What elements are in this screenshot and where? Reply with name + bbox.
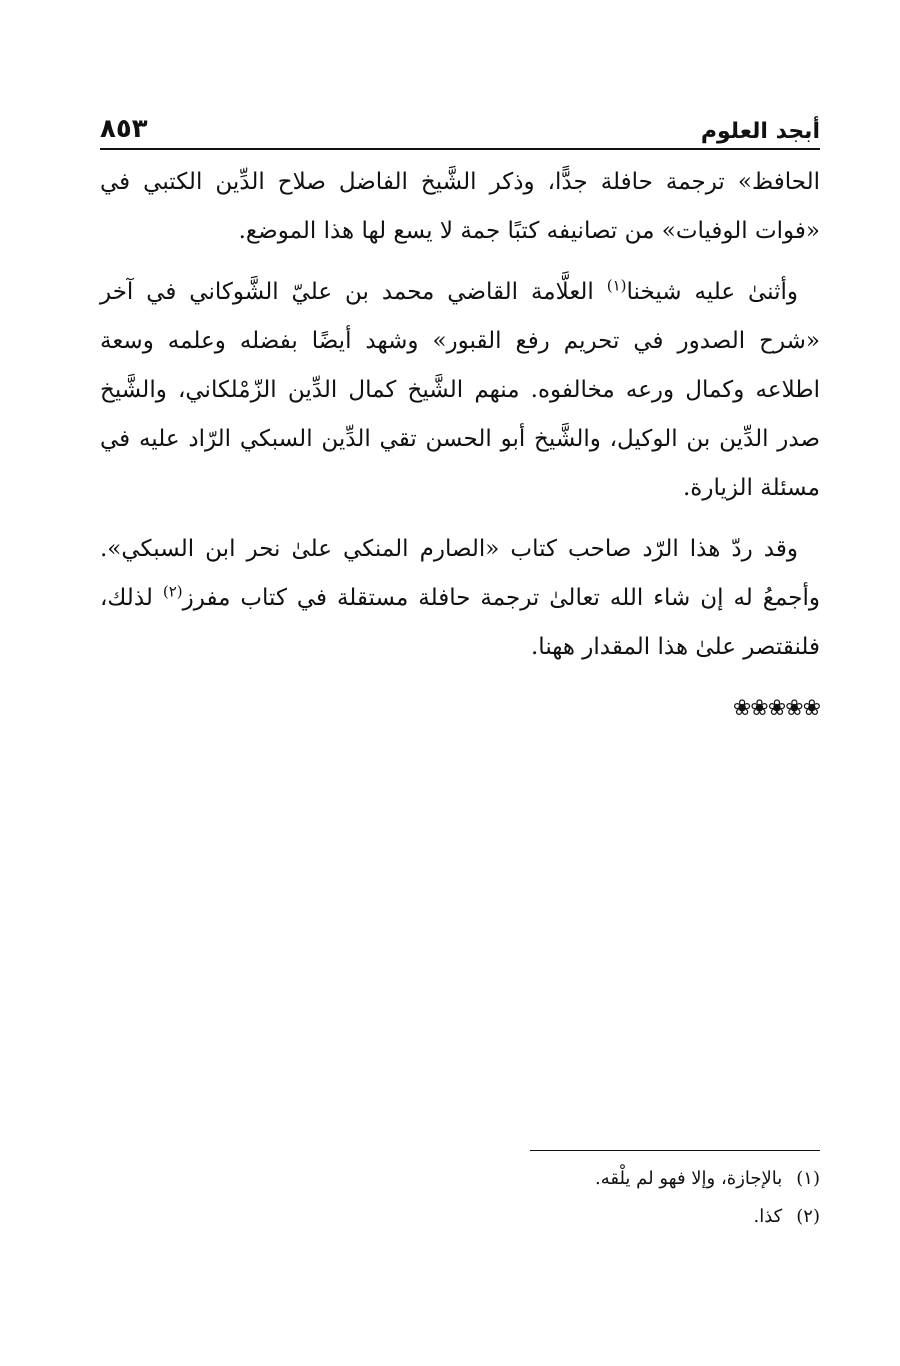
paragraph-2	[100, 268, 820, 513]
footnote-ref-2[interactable]: (٢)	[162, 582, 183, 601]
paragraph-2-before: وأثنىٰ عليه شيخنا	[626, 279, 799, 305]
footnote-1-text: بالإجازة، وإلا فهو لم يلْقه.	[595, 1168, 783, 1189]
section-end-ornament-icon: ❀❀❀❀❀	[732, 696, 820, 721]
footnote-2	[100, 1198, 820, 1236]
footnote-2-text: كذا.	[753, 1206, 783, 1227]
footnote-1-number: (١)	[796, 1168, 820, 1189]
body-text	[100, 158, 820, 733]
footnote-divider	[530, 1150, 820, 1151]
paragraph-1	[100, 158, 820, 256]
paragraph-1-text: الحافظ» ترجمة حافلة جدًّا، وذكر الشَّيخ الفاضل صلاح الدِّين الكتبي في «فوات الوفيات» من تصانيفه كتبًا جمة لا يسع لها هذا الموضع.	[100, 169, 820, 244]
paragraph-3	[100, 525, 820, 672]
footnote-ref-1[interactable]: (١)	[606, 276, 627, 295]
footnote-1	[100, 1160, 820, 1198]
paragraph-2-after: العلَّامة القاضي محمد بن عليّ الشَّوكاني في آخر «شرح الصدور في تحريم رفع القبور» وشهد أيضًا بفضله وعلمه وسعة اطلاعه وكمال ورعه مخالفوه. منهم الشَّيخ كمال الدِّين الزّمْلكاني، والشَّيخ صدر الدِّين بن الوكيل، والشَّيخ أبو الحسن تقي الدِّين السبكي الرّاد عليه في مسئلة الزيارة.	[100, 279, 820, 501]
footnote-2-number: (٢)	[796, 1206, 820, 1227]
book-page	[100, 100, 821, 1227]
page-number: ٨٥٣	[100, 114, 148, 144]
paragraph-3-after: لذلك، فلنقتصر علىٰ هذا المقدار ههنا.	[100, 585, 820, 660]
paragraph-3-before: وقد ردّ هذا الرّد صاحب كتاب «الصارم المنكي علىٰ نحر ابن السبكي». وأجمعُ له إن شاء الله تعالىٰ ترجمة حافلة مستقلة في كتاب مفرز	[100, 536, 821, 611]
book-title: أبجد العلوم	[700, 119, 820, 144]
footnotes	[100, 1160, 820, 1236]
running-head	[100, 100, 820, 150]
